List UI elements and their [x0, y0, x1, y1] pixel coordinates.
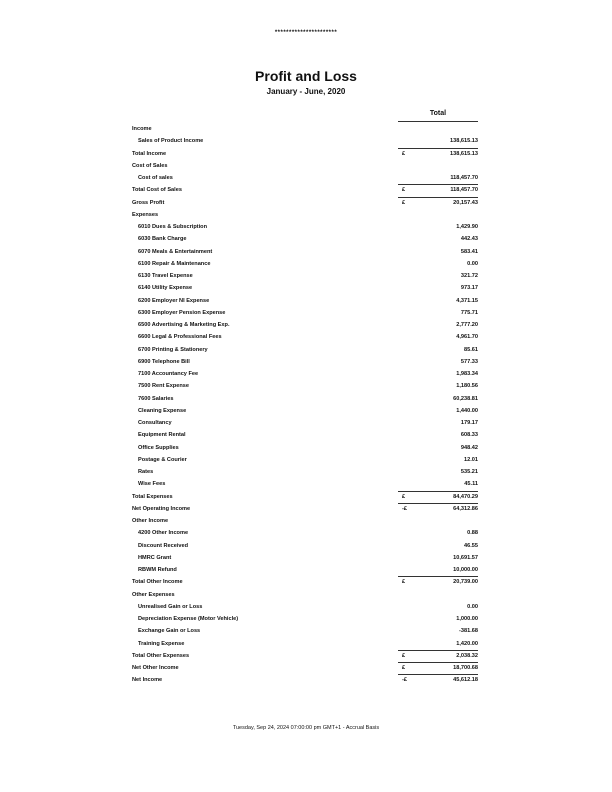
- total-row: [132, 197, 478, 209]
- table-row: [132, 295, 478, 307]
- row-label: HMRC Grant: [138, 554, 172, 561]
- row-value: 321.72: [460, 273, 478, 279]
- total-row: [132, 184, 478, 196]
- row-label: Training Expense: [138, 640, 185, 647]
- company-name: **********************: [274, 30, 338, 36]
- row-label: 6100 Repair & Maintenance: [138, 260, 211, 267]
- row-value: 45,612.18: [453, 677, 478, 684]
- row-label: Wise Fees: [138, 481, 166, 488]
- section-header: [132, 589, 478, 601]
- total-row: [132, 491, 478, 503]
- total-row: [132, 148, 478, 160]
- row-value: 1,983.34: [456, 371, 478, 377]
- row-value: 85.61: [464, 346, 478, 353]
- row-label: Net Operating Income: [132, 505, 191, 512]
- row-currency: £: [402, 652, 406, 659]
- row-label: Postage & Courier: [138, 456, 187, 463]
- table-row: [132, 393, 478, 405]
- row-label: 6500 Advertising & Marketing Exp.: [138, 322, 230, 328]
- row-label: Net Other Income: [132, 665, 179, 671]
- table-row: [132, 368, 478, 380]
- row-value: 0.00: [467, 603, 478, 610]
- table-row: [132, 552, 478, 564]
- table-row: [132, 221, 478, 233]
- row-value: 18,700.68: [453, 665, 478, 671]
- row-currency: £: [402, 493, 406, 500]
- total-row: [132, 662, 478, 674]
- row-label: 6010 Dues & Subscription: [138, 224, 208, 230]
- row-currency: -£: [402, 505, 407, 512]
- row-label: Discount Received: [138, 542, 189, 549]
- row-value: 2,038.32: [456, 652, 478, 659]
- table-row: [132, 331, 478, 343]
- report-footer: Tuesday, Sep 24, 2024 07:00:00 pm GMT+1 - Accrual Basis: [232, 725, 380, 731]
- row-label: 6030 Bank Charge: [138, 236, 187, 243]
- table-row: [132, 380, 478, 392]
- row-value: 138,615.13: [450, 150, 478, 157]
- row-value: 2,777.20: [456, 322, 478, 328]
- table-row: [132, 540, 478, 552]
- row-label: Net Income: [132, 677, 163, 684]
- row-currency: -£: [402, 677, 407, 684]
- row-label: Total Cost of Sales: [132, 187, 182, 194]
- table-row: [132, 270, 478, 282]
- row-value: 12.01: [464, 456, 478, 463]
- row-label: Cost of Sales: [132, 162, 168, 169]
- row-label: Rates: [138, 469, 154, 475]
- row-value: 0.00: [467, 260, 478, 267]
- row-label: Income: [132, 126, 152, 132]
- table-row: [132, 135, 478, 147]
- row-label: Total Other Expenses: [132, 652, 190, 659]
- table-row: [132, 564, 478, 576]
- report-period: January - June, 2020: [266, 87, 346, 96]
- row-value: 45.11: [464, 481, 478, 488]
- row-label: Total Other Income: [132, 579, 183, 586]
- row-value: 10,691.57: [453, 554, 478, 561]
- report-title: Profit and Loss: [255, 68, 357, 84]
- row-label: Other Expenses: [132, 591, 175, 598]
- table-row: [132, 258, 478, 270]
- table-row: [132, 466, 478, 478]
- table-row: [132, 172, 478, 184]
- table-row: [132, 478, 478, 490]
- row-value: 64,312.86: [453, 505, 478, 512]
- row-value: 1,000.00: [456, 616, 478, 622]
- row-label: Unrealised Gain or Loss: [138, 603, 203, 610]
- row-label: Depreciation Expense (Motor Vehicle): [138, 616, 239, 622]
- column-header-total: Total: [398, 110, 478, 122]
- row-value: 179.17: [460, 420, 478, 426]
- row-label: 6700 Printing & Stationery: [138, 346, 208, 353]
- row-value: 20,739.00: [453, 579, 478, 586]
- table-row: [132, 344, 478, 356]
- row-value: 84,470.29: [453, 493, 478, 500]
- table-row: [132, 429, 478, 441]
- row-label: Total Expenses: [132, 493, 173, 500]
- total-row: [132, 674, 478, 686]
- table-row: [132, 319, 478, 331]
- row-label: 6600 Legal & Professional Fees: [138, 334, 222, 341]
- row-value: 4,961.70: [456, 334, 478, 341]
- report-rows: [132, 123, 478, 687]
- row-value: 577.33: [460, 358, 478, 365]
- row-value: 118,457.70: [450, 187, 478, 194]
- row-value: 948.42: [460, 444, 478, 451]
- row-label: Other Income: [132, 518, 169, 524]
- row-label: 4200 Other Income: [138, 530, 189, 537]
- total-row: [132, 576, 478, 588]
- table-row: [132, 613, 478, 625]
- table-row: [132, 417, 478, 429]
- table-row: [132, 233, 478, 245]
- table-row: [132, 442, 478, 454]
- row-value: 118,457.70: [450, 175, 478, 181]
- section-header: [132, 209, 478, 221]
- row-value: 1,420.00: [456, 640, 478, 647]
- row-value: 442.43: [460, 236, 478, 243]
- row-currency: £: [402, 665, 406, 671]
- row-value: -381.68: [459, 628, 478, 635]
- table-row: [132, 638, 478, 650]
- section-header: [132, 123, 478, 135]
- row-currency: £: [402, 199, 406, 206]
- row-currency: £: [402, 150, 406, 157]
- row-value: 583.41: [460, 248, 478, 255]
- row-value: 4,371.15: [456, 297, 478, 304]
- row-label: Sales of Product Income: [138, 138, 204, 145]
- row-value: 1,440.00: [456, 407, 478, 414]
- row-label: Expenses: [132, 211, 159, 218]
- row-currency: £: [402, 187, 406, 194]
- row-value: 775.71: [460, 309, 478, 316]
- table-row: [132, 601, 478, 613]
- row-label: Gross Profit: [132, 199, 165, 206]
- table-row: [132, 356, 478, 368]
- section-header: [132, 160, 478, 172]
- row-label: Total Income: [132, 150, 167, 157]
- row-label: Cost of sales: [138, 175, 173, 181]
- row-value: 0.88: [467, 530, 478, 537]
- table-row: [132, 454, 478, 466]
- table-row: [132, 307, 478, 319]
- table-row: [132, 625, 478, 637]
- row-value: 46.55: [464, 542, 478, 549]
- row-value: 60,238.81: [453, 395, 478, 402]
- row-value: 608.33: [460, 432, 478, 439]
- row-label: Office Supplies: [138, 444, 179, 451]
- row-label: Cleaning Expense: [138, 407, 187, 414]
- total-row: [132, 650, 478, 662]
- row-label: 6300 Employer Pension Expense: [138, 309, 226, 316]
- section-header: [132, 515, 478, 527]
- row-label: 6070 Meals & Entertainment: [138, 248, 213, 255]
- row-currency: £: [402, 579, 406, 586]
- table-row: [132, 527, 478, 539]
- row-label: 7100 Accountancy Fee: [138, 371, 199, 377]
- row-label: Consultancy: [138, 420, 172, 426]
- row-label: 7500 Rent Expense: [138, 383, 189, 390]
- table-row: [132, 246, 478, 258]
- row-value: 973.17: [460, 285, 478, 292]
- row-value: 138,615.13: [450, 138, 478, 145]
- row-label: 6200 Employer NI Expense: [138, 297, 210, 304]
- table-row: [132, 405, 478, 417]
- total-row: [132, 503, 478, 515]
- row-value: 20,157.43: [453, 199, 478, 206]
- row-value: 535.21: [460, 469, 478, 475]
- row-label: 6900 Telephone Bill: [138, 358, 190, 365]
- row-label: Equipment Rental: [138, 432, 186, 439]
- row-value: 1,429.90: [456, 224, 478, 230]
- row-label: 6130 Travel Expense: [138, 273, 193, 279]
- row-label: 6140 Utility Expense: [138, 285, 193, 292]
- row-value: 10,000.00: [453, 567, 478, 573]
- table-row: [132, 282, 478, 294]
- row-value: 1,180.56: [456, 383, 478, 390]
- row-label: 7600 Salaries: [138, 395, 174, 402]
- row-label: RBWM Refund: [138, 567, 177, 573]
- row-label: Exchange Gain or Loss: [138, 628, 201, 635]
